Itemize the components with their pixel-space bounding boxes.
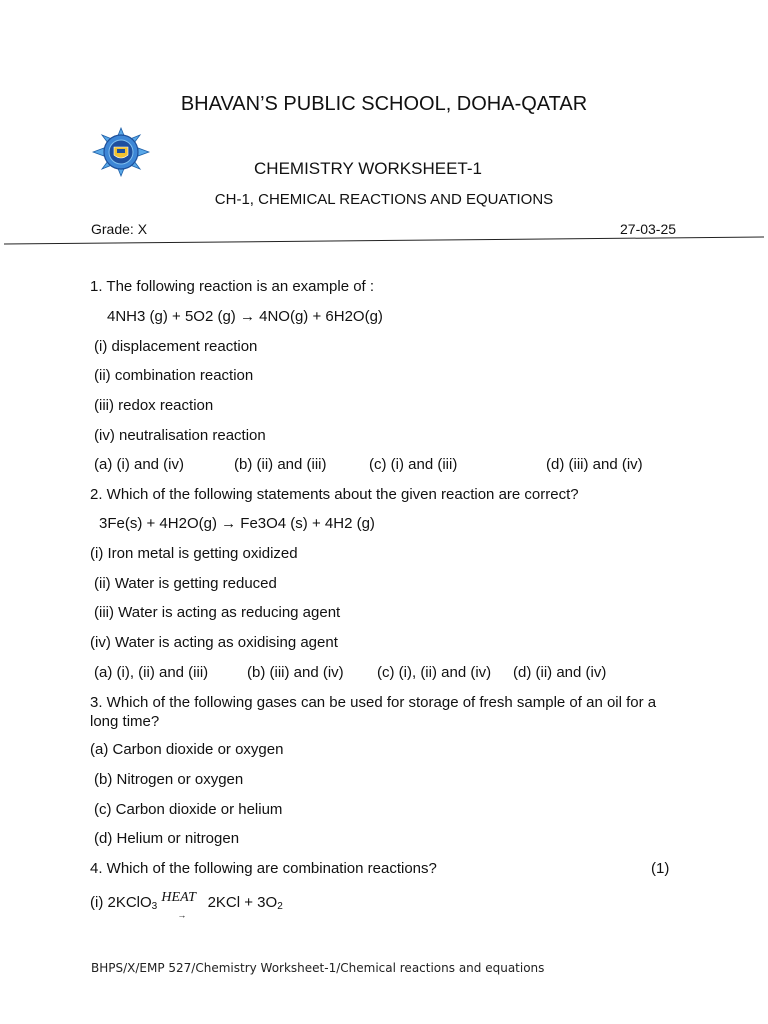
q2-statement-3: (iii) Water is acting as reducing agent	[94, 604, 341, 621]
q1-statement-1: (i) displacement reaction	[94, 338, 258, 355]
chapter-title: CH-1, CHEMICAL REACTIONS AND EQUATIONS	[214, 191, 554, 208]
q4-question: 4. Which of the following are combination reactions?	[90, 860, 437, 877]
q2-option-d: (d) (ii) and (iv)	[513, 664, 607, 681]
q3-option-c: (c) Carbon dioxide or helium	[94, 801, 283, 818]
q2-statement-4: (iv) Water is acting as oxidising agent	[90, 634, 338, 651]
q2-option-b: (b) (iii) and (iv)	[247, 664, 344, 681]
q1-option-c: (c) (i) and (iii)	[369, 456, 458, 473]
q1-option-a: (a) (i) and (iv)	[94, 456, 185, 473]
grade-label: Grade: X	[91, 221, 148, 237]
q4-eq-sub2: 2	[277, 901, 283, 912]
q2-statement-1: (i) Iron metal is getting oxidized	[90, 545, 298, 562]
q2-option-a: (a) (i), (ii) and (iii)	[94, 664, 209, 681]
heat-arrow	[161, 890, 203, 920]
q4-marks: (1)	[651, 860, 670, 877]
q3-option-a: (a) Carbon dioxide or oxygen	[90, 741, 284, 758]
q1-equation: 4NH3 (g) + 5O2 (g) → 4NO(g) + 6H2O(g)	[107, 308, 383, 325]
q1-statement-2: (ii) combination reaction	[94, 367, 254, 384]
q1-question: 1. The following reaction is an example of :	[90, 278, 375, 295]
q2-question: 2. Which of the following statements about the given reaction are correct?	[90, 486, 579, 503]
q3-option-b: (b) Nitrogen or oxygen	[94, 771, 244, 788]
q3-option-d: (d) Helium or nitrogen	[94, 830, 240, 847]
q1-option-b: (b) (ii) and (iii)	[234, 456, 327, 473]
q4-eq-sub1: 3	[151, 901, 158, 912]
q2-statement-2: (ii) Water is getting reduced	[94, 575, 277, 592]
page-footer: BHPS/X/EMP 527/Chemistry Worksheet-1/Chemical reactions and equations	[91, 961, 545, 975]
q3-question: 3. Which of the following gases can be used for storage of fresh sample of an oil for a long time?	[90, 694, 657, 730]
q4-eq-mid: 2KCl + 3O	[203, 894, 278, 911]
school-name: BHAVAN’S PUBLIC SCHOOL, DOHA-QATAR	[180, 93, 588, 115]
date-label: 27-03-25	[620, 221, 677, 237]
worksheet-title: CHEMISTRY WORKSHEET-1	[254, 159, 482, 178]
q1-statement-4: (iv) neutralisation reaction	[94, 427, 266, 444]
q4-eq-prefix: (i) 2KClO	[90, 894, 152, 911]
arrow-icon: →	[177, 910, 187, 920]
q2-equation: 3Fe(s) + 4H2O(g) → Fe3O4 (s) + 4H2 (g)	[99, 515, 375, 532]
q1-statement-3: (iii) redox reaction	[94, 397, 214, 414]
heat-label: HEAT	[161, 890, 196, 905]
q1-option-d: (d) (iii) and (iv)	[546, 456, 643, 473]
q4-equation-1	[90, 890, 283, 920]
q2-option-c: (c) (i), (ii) and (iv)	[377, 664, 492, 681]
